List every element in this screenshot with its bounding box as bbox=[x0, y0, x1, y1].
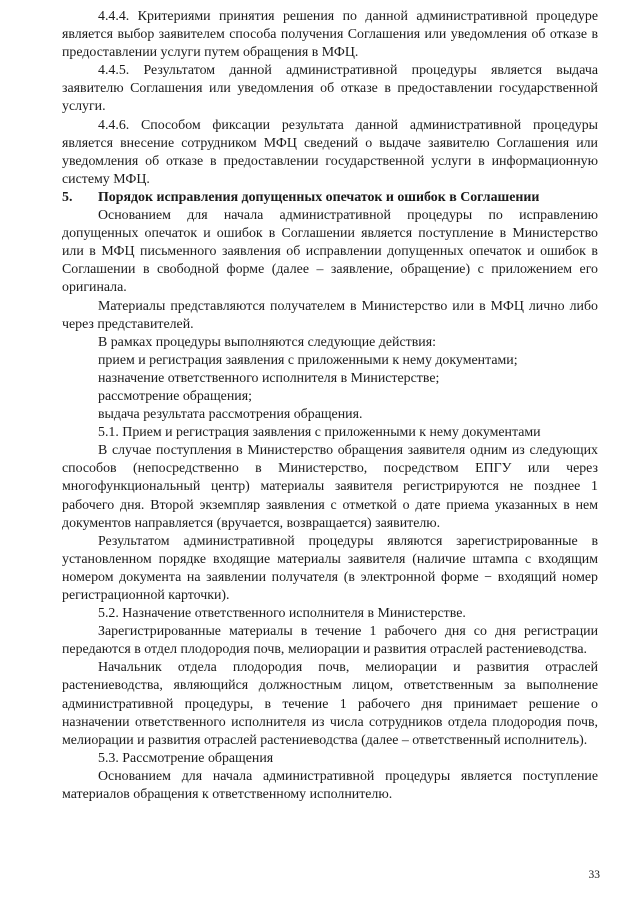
subsection-5-1-title: 5.1. Прием и регистрация заявления с приложенными к нему документами bbox=[98, 425, 541, 441]
list-item-review: рассмотрение обращения; bbox=[98, 388, 252, 404]
paragraph-review-basis: Основанием для начала административной процедуры является поступление материалов обращения к ответственному исполнителю. bbox=[62, 768, 598, 803]
paragraph-4-4-6: 4.4.6. Способом фиксации результата данной административной процедуры является внесение сотрудником МФЦ сведений о выдаче заявителю Соглашения или уведомления об отказе в предоставлении государственной услуги в информационную систему МФЦ. bbox=[62, 117, 598, 187]
section-5-number: 5. bbox=[62, 189, 73, 205]
paragraph-registration: В случае поступления в Министерство обращения заявителя одним из следующих способов (непосредственно в Министерство, посредством ЕПГУ или через многофункциональный центр) материалы заявителя регистрируются не позднее 1 рабочего дня. Второй экземпляр заявления с отметкой о дате приема указанных в нем документов направляется (вручается, возвращается) заявителю. bbox=[62, 443, 598, 531]
paragraph-transfer: Зарегистрированные материалы в течение 1 рабочего дня со дня регистрации передаются в отдел плодородия почв, мелиорации и развития отраслей растениеводства. bbox=[62, 624, 598, 658]
page-number: 33 bbox=[588, 869, 600, 881]
paragraph-4-4-5: 4.4.5. Результатом данной административной процедуры является выдача заявителю Соглашения или уведомления об отказе в предоставлении государственной услуги. bbox=[62, 63, 598, 115]
list-item-issuance: выдача результата рассмотрения обращения. bbox=[98, 407, 363, 423]
paragraph-materials: Материалы представляются получателем в Министерство или в МФЦ лично либо через представителей. bbox=[62, 298, 598, 332]
paragraph-basis: Основанием для начала административной процедуры по исправлению допущенных опечаток и ошибок в Соглашении является поступление в Министерство или в МФЦ письменного заявления об исправлении допущенных опечаток и ошибок в Соглашении в свободной форме (далее – заявление, обращение) с приложением его оригинала. bbox=[62, 208, 598, 296]
document-page bbox=[62, 8, 598, 804]
subsection-5-2-title: 5.2. Назначение ответственного исполнителя в Министерстве. bbox=[98, 606, 466, 622]
list-item-assignment: назначение ответственного исполнителя в Министерстве; bbox=[98, 370, 440, 386]
paragraph-actions-intro: В рамках процедуры выполняются следующие действия: bbox=[98, 334, 436, 350]
paragraph-4-4-4: 4.4.4. Критериями принятия решения по данной административной процедуре является выбор заявителем способа получения Соглашения или уведомления об отказе в предоставлении услуги путем обращения в МФЦ. bbox=[62, 9, 598, 61]
paragraph-result-5-1: Результатом административной процедуры являются зарегистрированные в установленном порядке входящие материалы заявителя (наличие штампа с входящим номером документа на заявлении получателя (в электронной форме − входящий номер регистрационной карточки). bbox=[62, 533, 598, 603]
section-5-title: Порядок исправления допущенных опечаток и ошибок в Соглашении bbox=[98, 189, 540, 205]
paragraph-head-decision: Начальник отдела плодородия почв, мелиорации и развития отраслей растениеводства, являющийся должностным лицом, ответственным за выполнение административной процедуры, в течение 1 рабочего дня принимает решение о назначении ответственного исполнителя из числа сотрудников отдела плодородия почв, мелиорации и развития отраслей растениеводства (далее – ответственный исполнитель). bbox=[62, 660, 598, 748]
list-item-reception: прием и регистрация заявления с приложенными к нему документами; bbox=[98, 352, 518, 368]
section-5-heading bbox=[62, 189, 598, 207]
subsection-5-3-title: 5.3. Рассмотрение обращения bbox=[98, 750, 274, 766]
